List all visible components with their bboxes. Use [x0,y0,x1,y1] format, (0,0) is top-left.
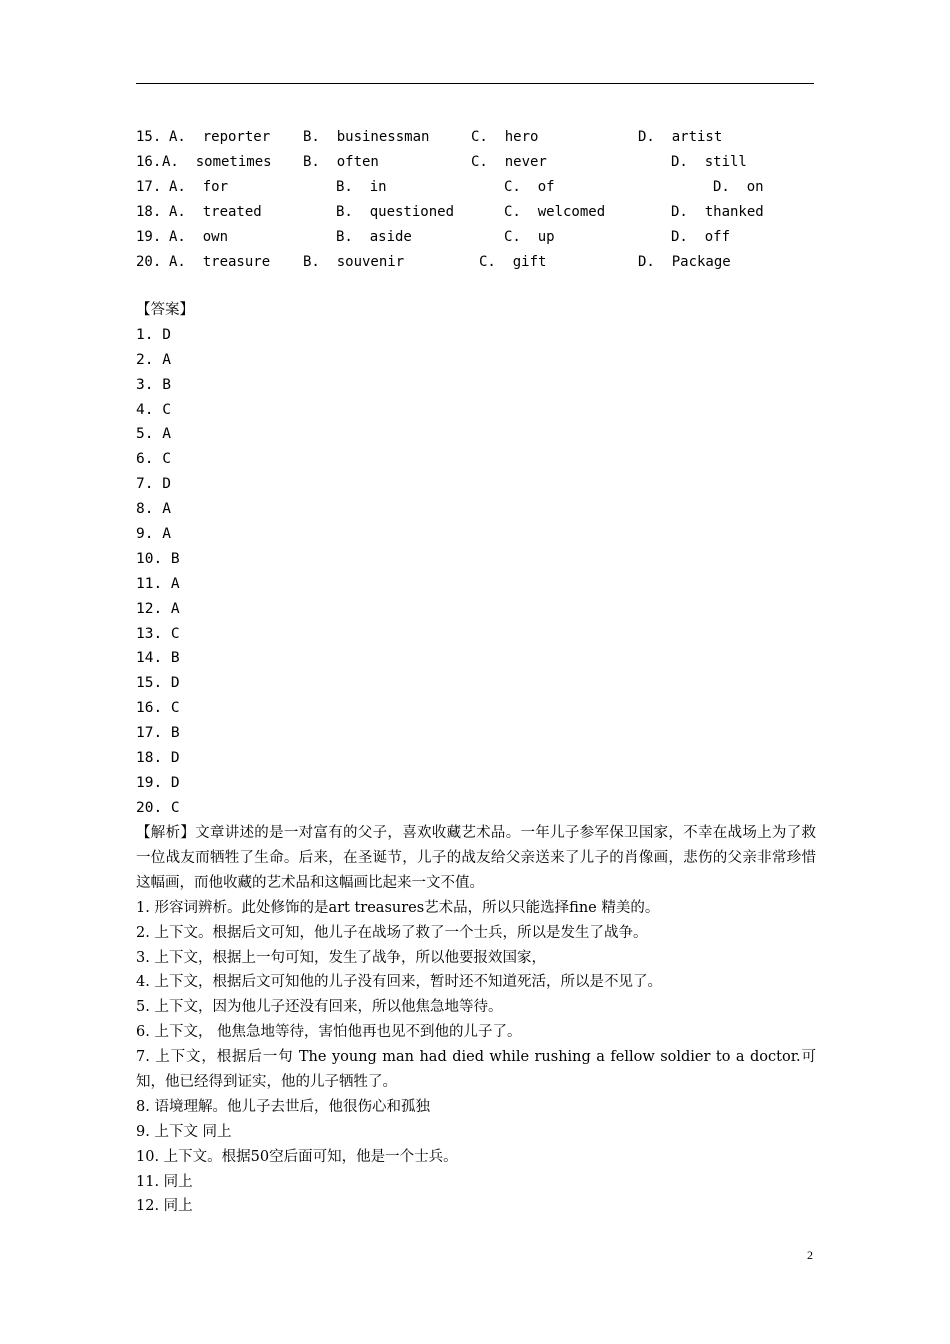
option-a: A. sometimes [162,154,272,170]
analysis-intro [136,821,816,896]
option-row [136,127,836,152]
answer-item: 20. C [136,799,180,816]
explanation-item: 1. 形容词辨析。此处修饰的是art treasures艺术品，所以只能选择fine 精美的。 [136,899,660,916]
option-b: B. questioned [336,204,455,220]
answer-item: 14. B [136,650,180,667]
answer-item: 4. C [136,401,171,418]
option-b: B. in [336,179,387,195]
option-a: A. for [169,179,229,195]
option-row [136,202,836,227]
question-number: 18. [136,204,162,220]
option-row [136,152,836,177]
explanation-item: 10. 上下文。根据50空后面可知，他是一个士兵。 [136,1148,458,1165]
answer-item: 2. A [136,351,171,368]
option-c: C. of [504,179,555,195]
answer-item: 10. B [136,550,180,567]
option-d: D. on [713,179,764,195]
options-list [136,127,836,277]
answer-item: 18. D [136,750,180,767]
option-d: D. artist [638,129,723,145]
answer-item: 16. C [136,700,180,717]
explanation-item: 6. 上下文， 他焦急地等待，害怕他再也见不到他的儿子了。 [136,1024,522,1041]
answer-item: 8. A [136,501,171,518]
explanation-item: 11. 同上 [136,1173,193,1190]
option-c: C. welcomed [504,204,606,220]
question-number: 15. [136,129,162,145]
analysis-text: 文章讲述的是一对富有的父子，喜欢收藏艺术品。一年儿子参军保卫国家，不幸在战场上为了救一位战友而牺牲了生命。后来，在圣诞节，儿子的战友给父亲送来了儿子的肖像画，悲伤的父亲非常珍惜这幅画，而他收藏的艺术品和这幅画比起来一文不值。 [136,825,816,891]
option-c: C. gift [479,254,547,270]
question-number: 19. [136,229,162,245]
option-c: C. never [471,154,547,170]
explanation-item: 12. 同上 [136,1198,193,1215]
option-row [136,227,836,252]
answer-item: 9. A [136,526,171,543]
page-number: 2 [807,1248,813,1262]
option-b: B. often [303,154,379,170]
option-a: A. own [169,229,229,245]
explanation-item: 8. 语境理解。他儿子去世后，他很伤心和孤独 [136,1098,430,1115]
analysis-label: 【解析】 [136,825,196,841]
answer-item: 19. D [136,774,180,791]
option-c: C. up [504,229,555,245]
answer-heading: 【答案】 [136,302,194,318]
option-d: D. still [671,154,747,170]
explanation-item: 9. 上下文 同上 [136,1123,232,1140]
question-number: 17. [136,179,162,195]
option-d: D. thanked [671,204,764,220]
option-row [136,252,836,277]
option-b: B. souvenir [303,254,405,270]
answer-item: 1. D [136,326,171,343]
header-rule [136,83,814,84]
question-number: 20. [136,254,162,270]
option-c: C. hero [471,129,539,145]
explanation-item: 2. 上下文。根据后文可知，他儿子在战场了救了一个士兵，所以是发生了战争。 [136,924,648,941]
answer-item: 17. B [136,725,180,742]
option-b: B. businessman [303,129,430,145]
answer-item: 7. D [136,476,171,493]
explanation-item: 3. 上下文，根据上一句可知，发生了战争，所以他要报效国家， [136,949,546,966]
option-a: A. reporter [169,129,271,145]
option-d: D. off [671,229,731,245]
answer-item: 15. D [136,675,180,692]
explanation-item: 4. 上下文，根据后文可知他的儿子没有回来，暂时还不知道死活，所以是不见了。 [136,974,662,991]
question-number: 16. [136,154,162,170]
answer-item: 5. A [136,426,171,443]
answer-item: 3. B [136,376,171,393]
answer-item: 13. C [136,625,180,642]
answer-item: 11. A [136,575,180,592]
explanation-item: 5. 上下文，因为他儿子还没有回来，所以他焦急地等待。 [136,999,503,1016]
option-a: A. treasure [169,254,271,270]
answer-item: 12. A [136,600,180,617]
analysis-section [136,821,816,1219]
explanation-item: 7. 上下文，根据后一句 The young man had died while rushing a fellow soldier to a doctor.可知，他已经得到证实，他的儿子牺牲了。 [136,1049,816,1090]
answer-item: 6. C [136,451,171,468]
option-d: D. Package [638,254,731,270]
option-row [136,177,836,202]
answer-section [136,298,816,821]
option-b: B. aside [336,229,412,245]
option-a: A. treated [169,204,262,220]
